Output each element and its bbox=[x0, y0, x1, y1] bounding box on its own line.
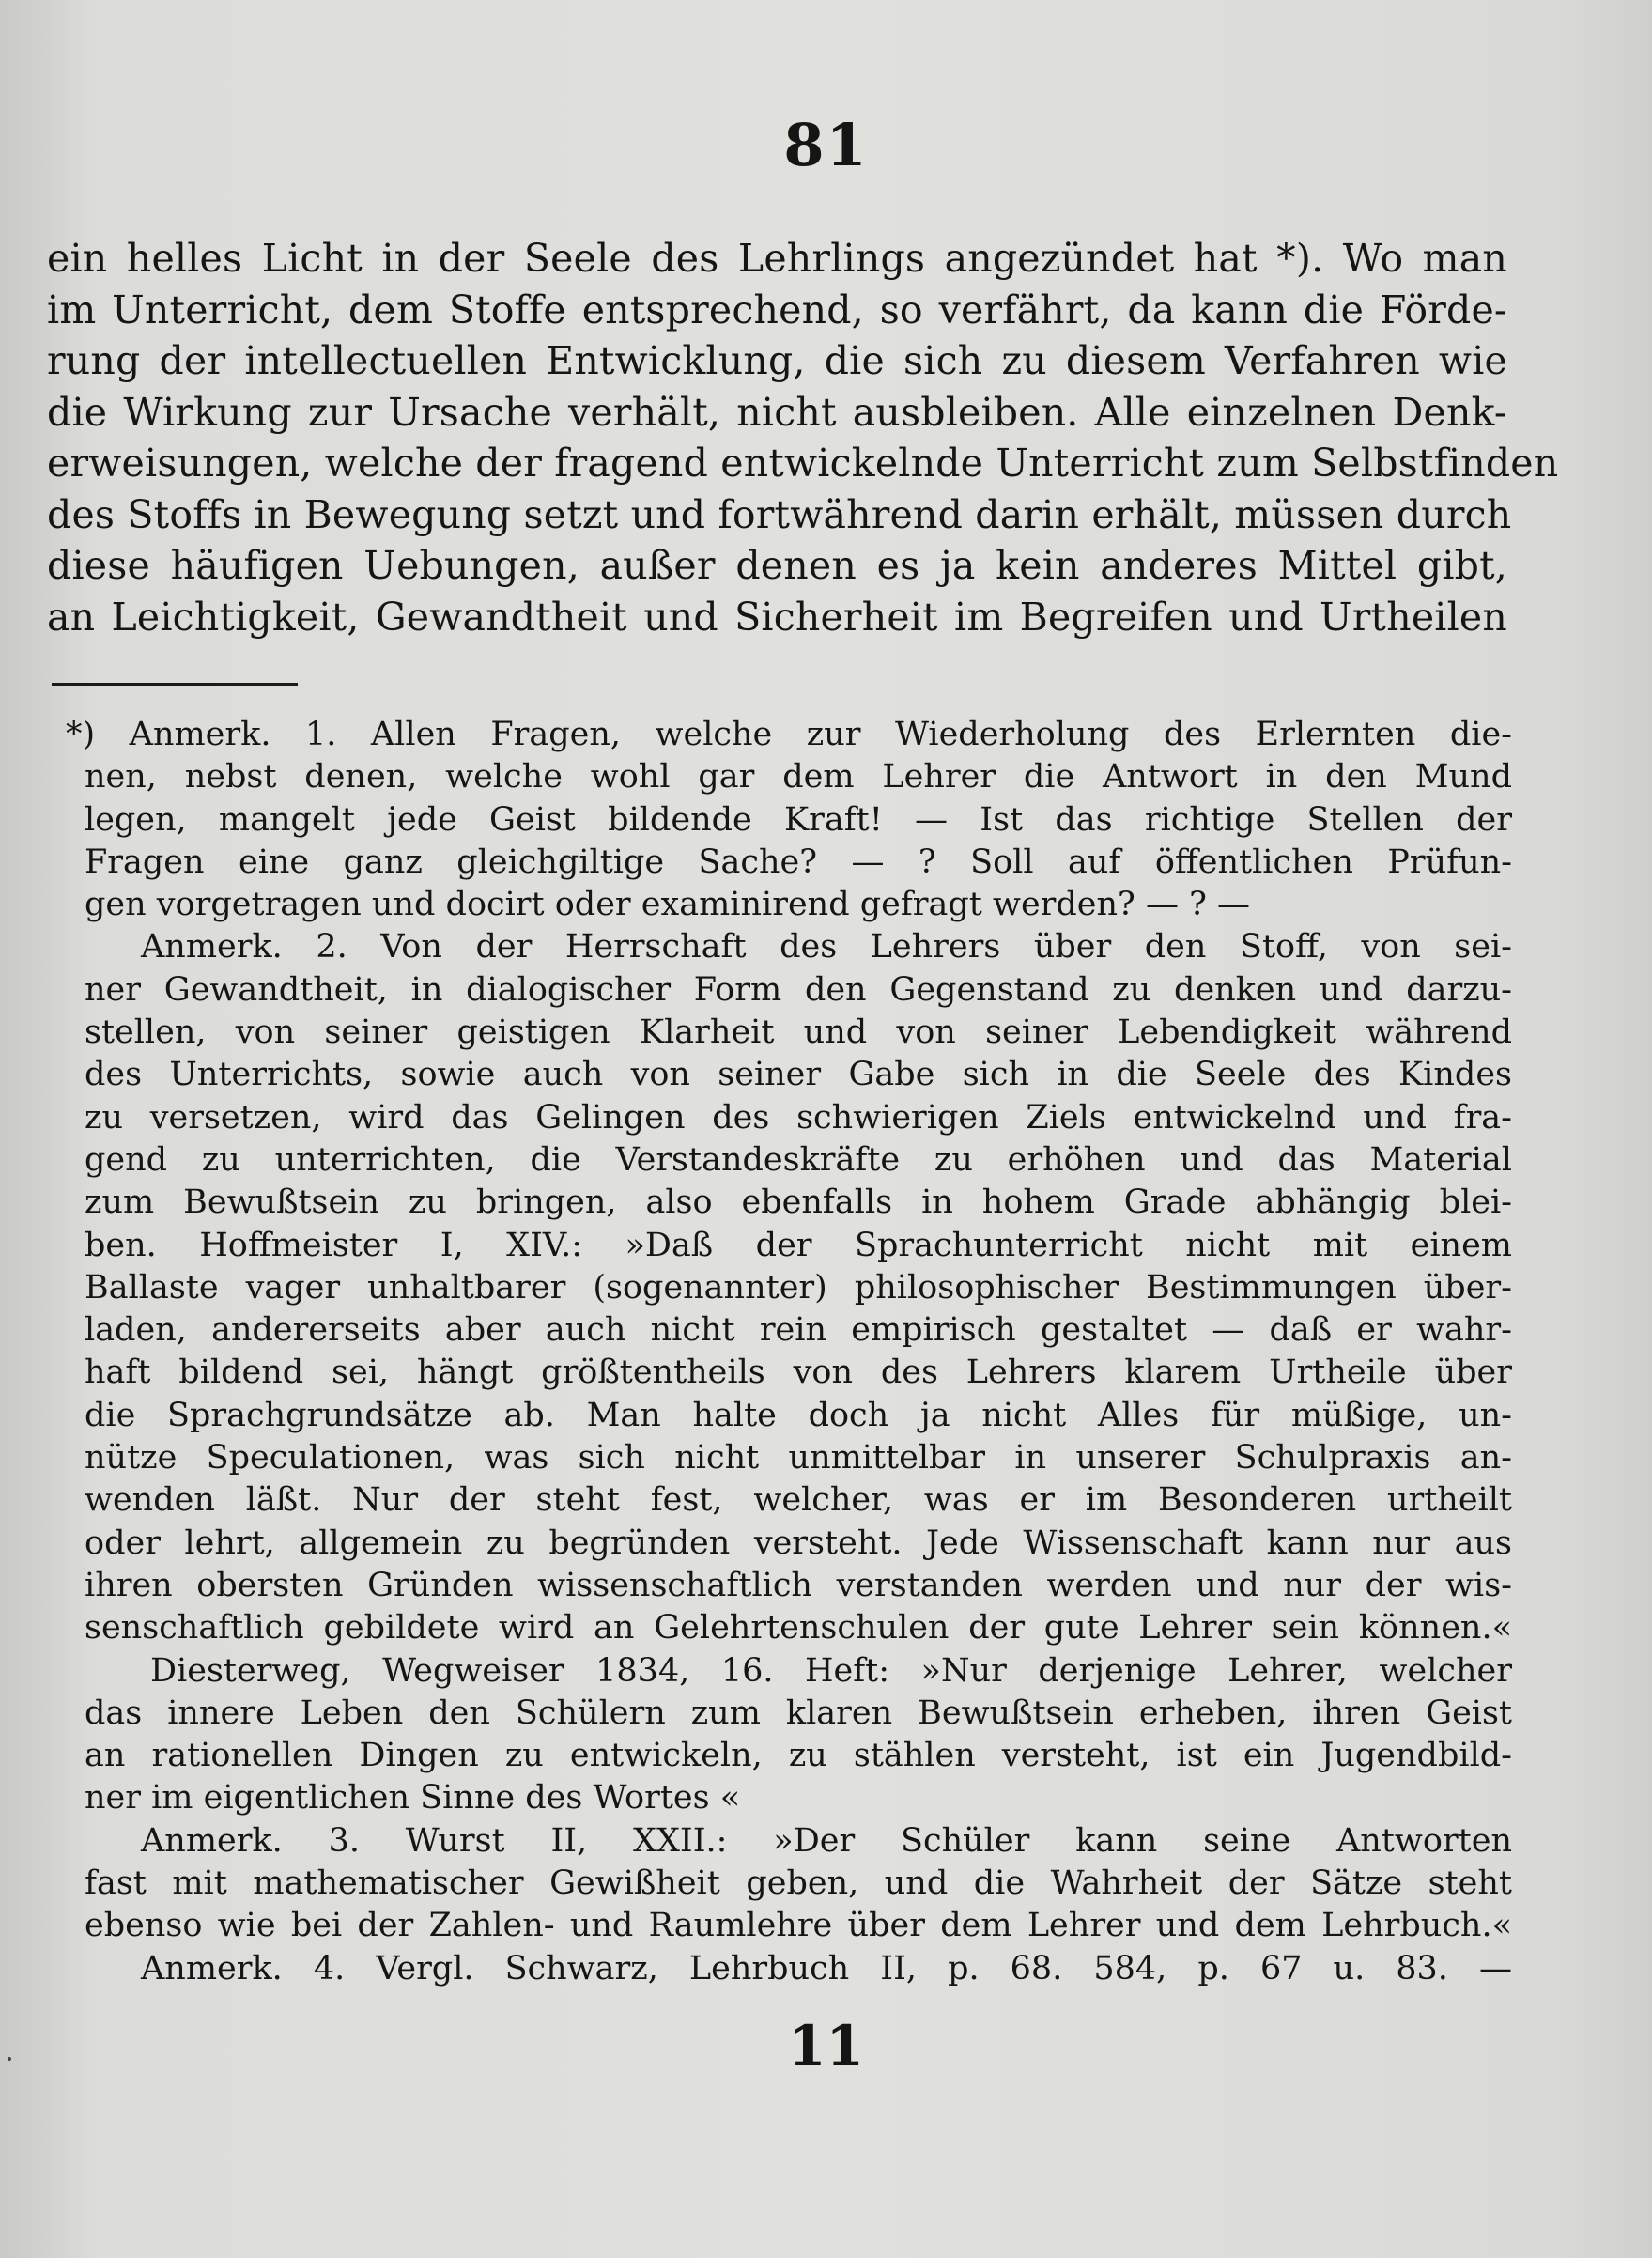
footnote-line: des Unterrichts, sowie auch von seiner Gabe sich in die Seele des Kindes bbox=[85, 1056, 1512, 1094]
footnote-line: Diesterweg, Wegweiser 1834, 16. Heft: »Nur derjenige Lehrer, welcher bbox=[150, 1651, 1512, 1690]
footnote-line: ner Gewandtheit, in dialogischer Form den Gegenstand zu denken und darzu- bbox=[85, 970, 1512, 1009]
footnote-line: *) Anmerk. 1. Allen Fragen, welche zur Wiederholung des Erlernten die- bbox=[66, 716, 1512, 753]
body-line: diese häufigen Uebungen, außer denen es ja kein anderes Mittel gibt, bbox=[47, 543, 1507, 588]
footnote-line: zum Bewußtsein zu bringen, also ebenfalls in hohem Grade abhängig blei- bbox=[85, 1183, 1512, 1222]
footnote-line: gen vorgetragen und docirt oder examinirend gefragt werden? — ? — bbox=[85, 886, 1250, 924]
footnote-line: an rationellen Dingen zu entwickeln, zu stählen versteht, ist ein Jugendbild- bbox=[85, 1737, 1512, 1775]
footnote-line: ihren obersten Gründen wissenschaftlich verstanden werden und nur der wis- bbox=[85, 1566, 1512, 1604]
body-line: des Stoffs in Bewegung setzt und fortwährend darin erhält, müssen durch bbox=[47, 491, 1512, 537]
footnote-line: das innere Leben den Schülern zum klaren Bewußtsein erheben, ihren Geist bbox=[85, 1694, 1512, 1732]
body-line: rung der intellectuellen Entwicklung, die sich zu diesem Verfahren wie bbox=[47, 338, 1507, 383]
footnote-line: legen, mangelt jede Geist bildende Kraft! — Ist das richtige Stellen der bbox=[85, 800, 1512, 839]
main-text bbox=[47, 233, 1559, 642]
footnote-line: nen, nebst denen, welche wohl gar dem Lehrer die Antwort in den Mund bbox=[85, 758, 1512, 796]
footnote-line: zu versetzen, wird das Gelingen des schwierigen Ziels entwickelnd und fra- bbox=[85, 1098, 1512, 1137]
footnote-line: senschaftlich gebildete wird an Gelehrtenschulen der gute Lehrer sein können.« bbox=[85, 1609, 1512, 1647]
footnote-line: ebenso wie bei der Zahlen- und Raumlehre über dem Lehrer und dem Lehrbuch.« bbox=[85, 1907, 1512, 1945]
footnote-line: Anmerk. 4. Vergl. Schwarz, Lehrbuch II, p. 68. 584, p. 67 u. 83. — bbox=[141, 1949, 1512, 1987]
signature-mark: 11 bbox=[788, 2014, 864, 2078]
footnote-line: oder lehrt, allgemein zu begründen versteht. Jede Wissenschaft kann nur aus bbox=[85, 1523, 1512, 1562]
footnote-line: laden, andererseits aber auch nicht rein empirisch gestaltet — daß er wahr- bbox=[85, 1311, 1512, 1350]
body-line: erweisungen, welche der fragend entwickelnde Unterricht zum Selbstfinden bbox=[47, 441, 1559, 486]
body-line: im Unterricht, dem Stoffe entsprechend, so verfährt, da kann die Förde- bbox=[47, 286, 1507, 333]
footnote-line: die Sprachgrundsätze ab. Man halte doch ja nicht Alles für müßige, un- bbox=[85, 1396, 1512, 1434]
footnotes bbox=[66, 714, 1512, 1990]
footnote-line: Anmerk. 3. Wurst II, XXII.: »Der Schüler kann seine Antworten bbox=[141, 1821, 1512, 1860]
footnote-line: wenden läßt. Nur der steht fest, welcher, was er im Besonderen urtheilt bbox=[85, 1481, 1512, 1520]
page-number: 81 bbox=[783, 111, 869, 179]
footnote-line: Anmerk. 2. Von der Herrschaft des Lehrers über den Stoff, von sei- bbox=[141, 928, 1512, 967]
footnote-line: ner im eigentlichen Sinne des Wortes « bbox=[85, 1779, 741, 1817]
footnote-line: ben. Hoffmeister I, XIV.: »Daß der Sprachunterricht nicht mit einem bbox=[85, 1226, 1512, 1264]
footnote-line: gend zu unterrichten, die Verstandeskräfte zu erhöhen und das Material bbox=[85, 1140, 1512, 1179]
footnote-line: Fragen eine ganz gleichgiltige Sache? — ? Soll auf öffentlichen Prüfun- bbox=[85, 843, 1512, 881]
footnote-line: Ballaste vager unhaltbarer (sogenannter) philosophischer Bestimmungen über- bbox=[85, 1268, 1512, 1307]
footnote-line: fast mit mathematischer Gewißheit geben, und die Wahrheit der Sätze steht bbox=[85, 1864, 1512, 1903]
body-line: ein helles Licht in der Seele des Lehrlings angezündet hat *). Wo man bbox=[47, 236, 1507, 281]
footnote-line: nütze Speculationen, was sich nicht unmittelbar in unserer Schulpraxis an- bbox=[85, 1439, 1512, 1477]
body-line: an Leichtigkeit, Gewandtheit und Sicherheit im Begreifen und Urtheilen bbox=[47, 594, 1507, 640]
body-line: die Wirkung zur Ursache verhält, nicht ausbleiben. Alle einzelnen Denk- bbox=[47, 389, 1507, 435]
footnote-line: haft bildend sei, hängt größtentheils von des Lehrers klarem Urtheile über bbox=[85, 1353, 1512, 1392]
footnote-line: stellen, von seiner geistigen Klarheit und von seiner Lebendigkeit während bbox=[85, 1013, 1512, 1052]
footnote-divider bbox=[52, 683, 298, 686]
